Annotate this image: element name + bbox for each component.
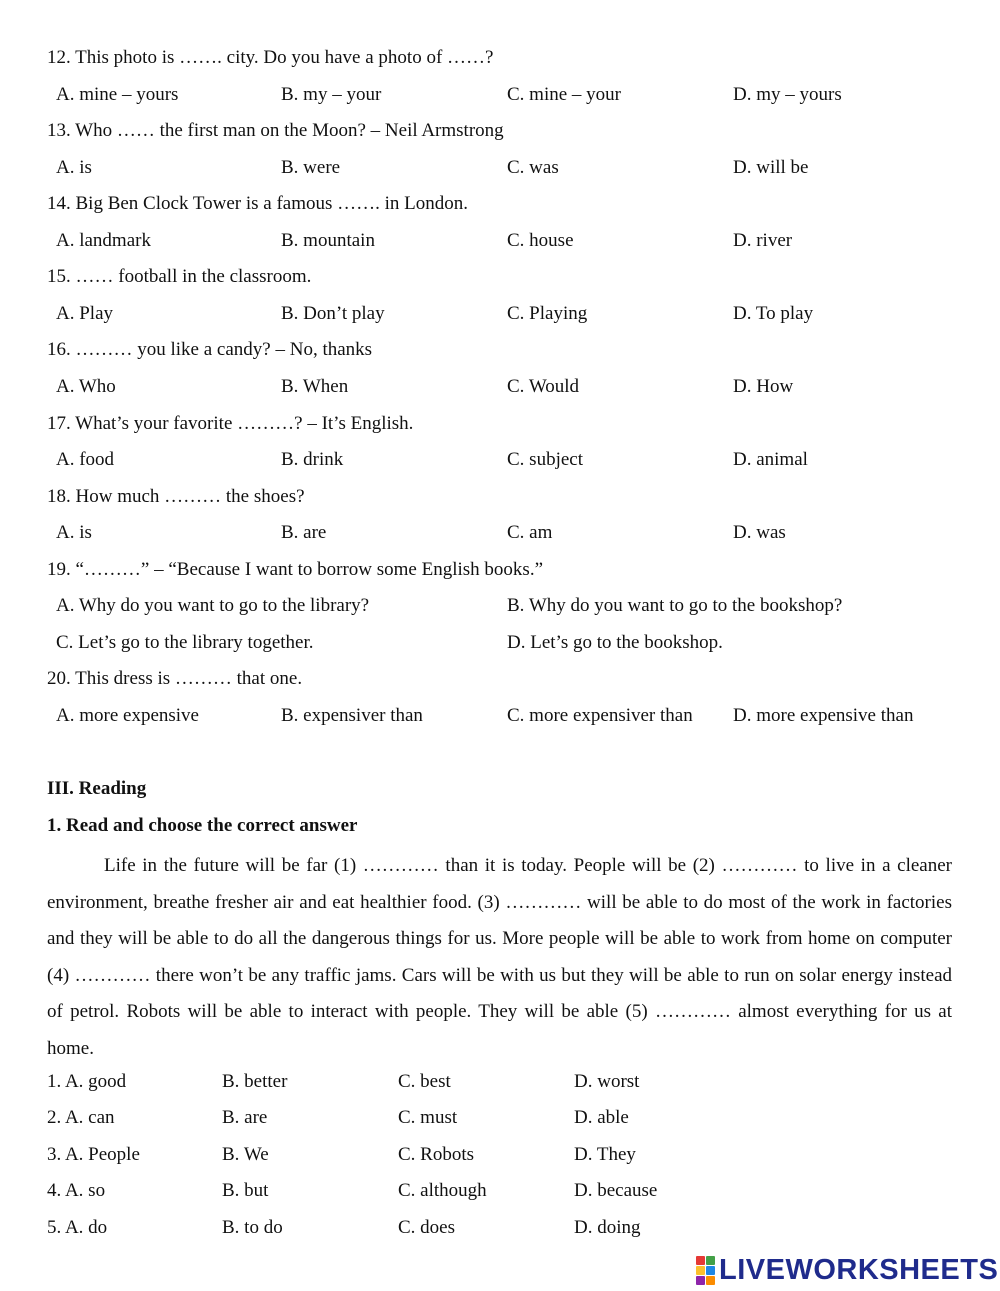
option-c: C. Would <box>507 376 580 397</box>
option-b: B. drink <box>281 449 344 470</box>
logo-cube <box>696 1256 705 1265</box>
option-b: B. were <box>281 157 341 178</box>
option-a: A. more expensive <box>56 705 199 726</box>
option-b: B. Don’t play <box>281 303 385 324</box>
option-b: B. better <box>222 1071 288 1092</box>
liveworksheets-logo <box>696 1252 998 1288</box>
option-b: B. We <box>222 1144 269 1165</box>
option-a: 3. A. People <box>47 1144 140 1165</box>
option-b: B. When <box>281 376 349 397</box>
option-a: 5. A. do <box>47 1217 108 1238</box>
option-d: D. doing <box>574 1217 641 1238</box>
option-c: C. mine – your <box>507 84 621 105</box>
option-b: B. are <box>222 1107 268 1128</box>
option-c: C. Let’s go to the library together. <box>56 632 314 653</box>
option-d: D. will be <box>733 157 809 178</box>
option-b: B. mountain <box>281 230 375 251</box>
option-c: C. more expensiver than <box>507 705 693 726</box>
question-20-text: 20. This dress is ……… that one. <box>47 668 303 689</box>
option-d: D. worst <box>574 1071 640 1092</box>
option-d: D. because <box>574 1180 658 1201</box>
question-13-text: 13. Who …… the first man on the Moon? – Neil Armstrong <box>47 120 504 141</box>
option-d: D. To play <box>733 303 814 324</box>
option-c: C. although <box>398 1180 487 1201</box>
question-16-text: 16. ……… you like a candy? – No, thanks <box>47 339 373 360</box>
section-title: III. Reading <box>47 778 147 799</box>
logo-text: LIVEWORKSHEETS <box>719 1253 999 1286</box>
option-d: D. was <box>733 522 786 543</box>
option-c: C. was <box>507 157 559 178</box>
option-b: B. Why do you want to go to the bookshop? <box>507 595 843 616</box>
question-15-text: 15. …… football in the classroom. <box>47 266 312 287</box>
option-c: C. does <box>398 1217 455 1238</box>
option-a: A. is <box>56 522 92 543</box>
logo-cube <box>706 1276 715 1285</box>
question-17-text: 17. What’s your favorite ………? – It’s English. <box>47 413 414 434</box>
option-b: B. are <box>281 522 327 543</box>
question-12-text: 12. This photo is ……. city. Do you have a photo of ……? <box>47 47 494 68</box>
option-a: A. mine – yours <box>56 84 179 105</box>
option-d: D. How <box>733 376 794 397</box>
logo-cube <box>696 1266 705 1275</box>
option-d: D. animal <box>733 449 808 470</box>
option-b: B. my – your <box>281 84 382 105</box>
logo-cube <box>706 1256 715 1265</box>
option-c: C. am <box>507 522 553 543</box>
option-a: 1. A. good <box>47 1071 127 1092</box>
option-a: A. Why do you want to go to the library? <box>56 595 370 616</box>
option-d: D. able <box>574 1107 629 1128</box>
question-14-text: 14. Big Ben Clock Tower is a famous ……. in London. <box>47 193 469 214</box>
option-a: A. Who <box>56 376 116 397</box>
question-18-text: 18. How much ……… the shoes? <box>47 486 305 507</box>
option-d: D. They <box>574 1144 636 1165</box>
option-a: A. is <box>56 157 92 178</box>
option-c: C. subject <box>507 449 583 470</box>
option-b: B. but <box>222 1180 269 1201</box>
option-c: C. Robots <box>398 1144 475 1165</box>
liveworksheets-logo-icon <box>696 1256 715 1285</box>
logo-cube <box>706 1266 715 1275</box>
task-title: 1. Read and choose the correct answer <box>47 815 358 836</box>
option-a: A. landmark <box>56 230 151 251</box>
logo-cube <box>696 1276 705 1285</box>
reading-passage: Life in the future will be far (1) ………… than it is today. People will be (2) ………… to live in a cleaner environment, breathe fresher air and eat healthier food. (3) ………… will be able to do most of the work in factories and they will be able to do all the dangerous things for us. More people will be able to work from home on computer (4) ………… there won’t be any traffic jams. Cars will be with us but they will be able to run on solar energy instead of petrol. Robots will be able to interact with people. They will be able (5) ………… almost everything for us at home. <box>47 855 952 1059</box>
option-b: B. to do <box>222 1217 283 1238</box>
option-c: C. house <box>507 230 574 251</box>
option-d: D. more expensive than <box>733 705 914 726</box>
option-d: D. Let’s go to the bookshop. <box>507 632 723 653</box>
option-a: 4. A. so <box>47 1180 106 1201</box>
option-c: C. best <box>398 1071 451 1092</box>
option-a: A. food <box>56 449 115 470</box>
option-c: C. Playing <box>507 303 588 324</box>
option-a: 2. A. can <box>47 1107 115 1128</box>
question-19-text: 19. “………” – “Because I want to borrow some English books.” <box>47 559 544 580</box>
option-b: B. expensiver than <box>281 705 423 726</box>
option-d: D. my – yours <box>733 84 842 105</box>
option-c: C. must <box>398 1107 458 1128</box>
option-d: D. river <box>733 230 793 251</box>
option-a: A. Play <box>56 303 113 324</box>
